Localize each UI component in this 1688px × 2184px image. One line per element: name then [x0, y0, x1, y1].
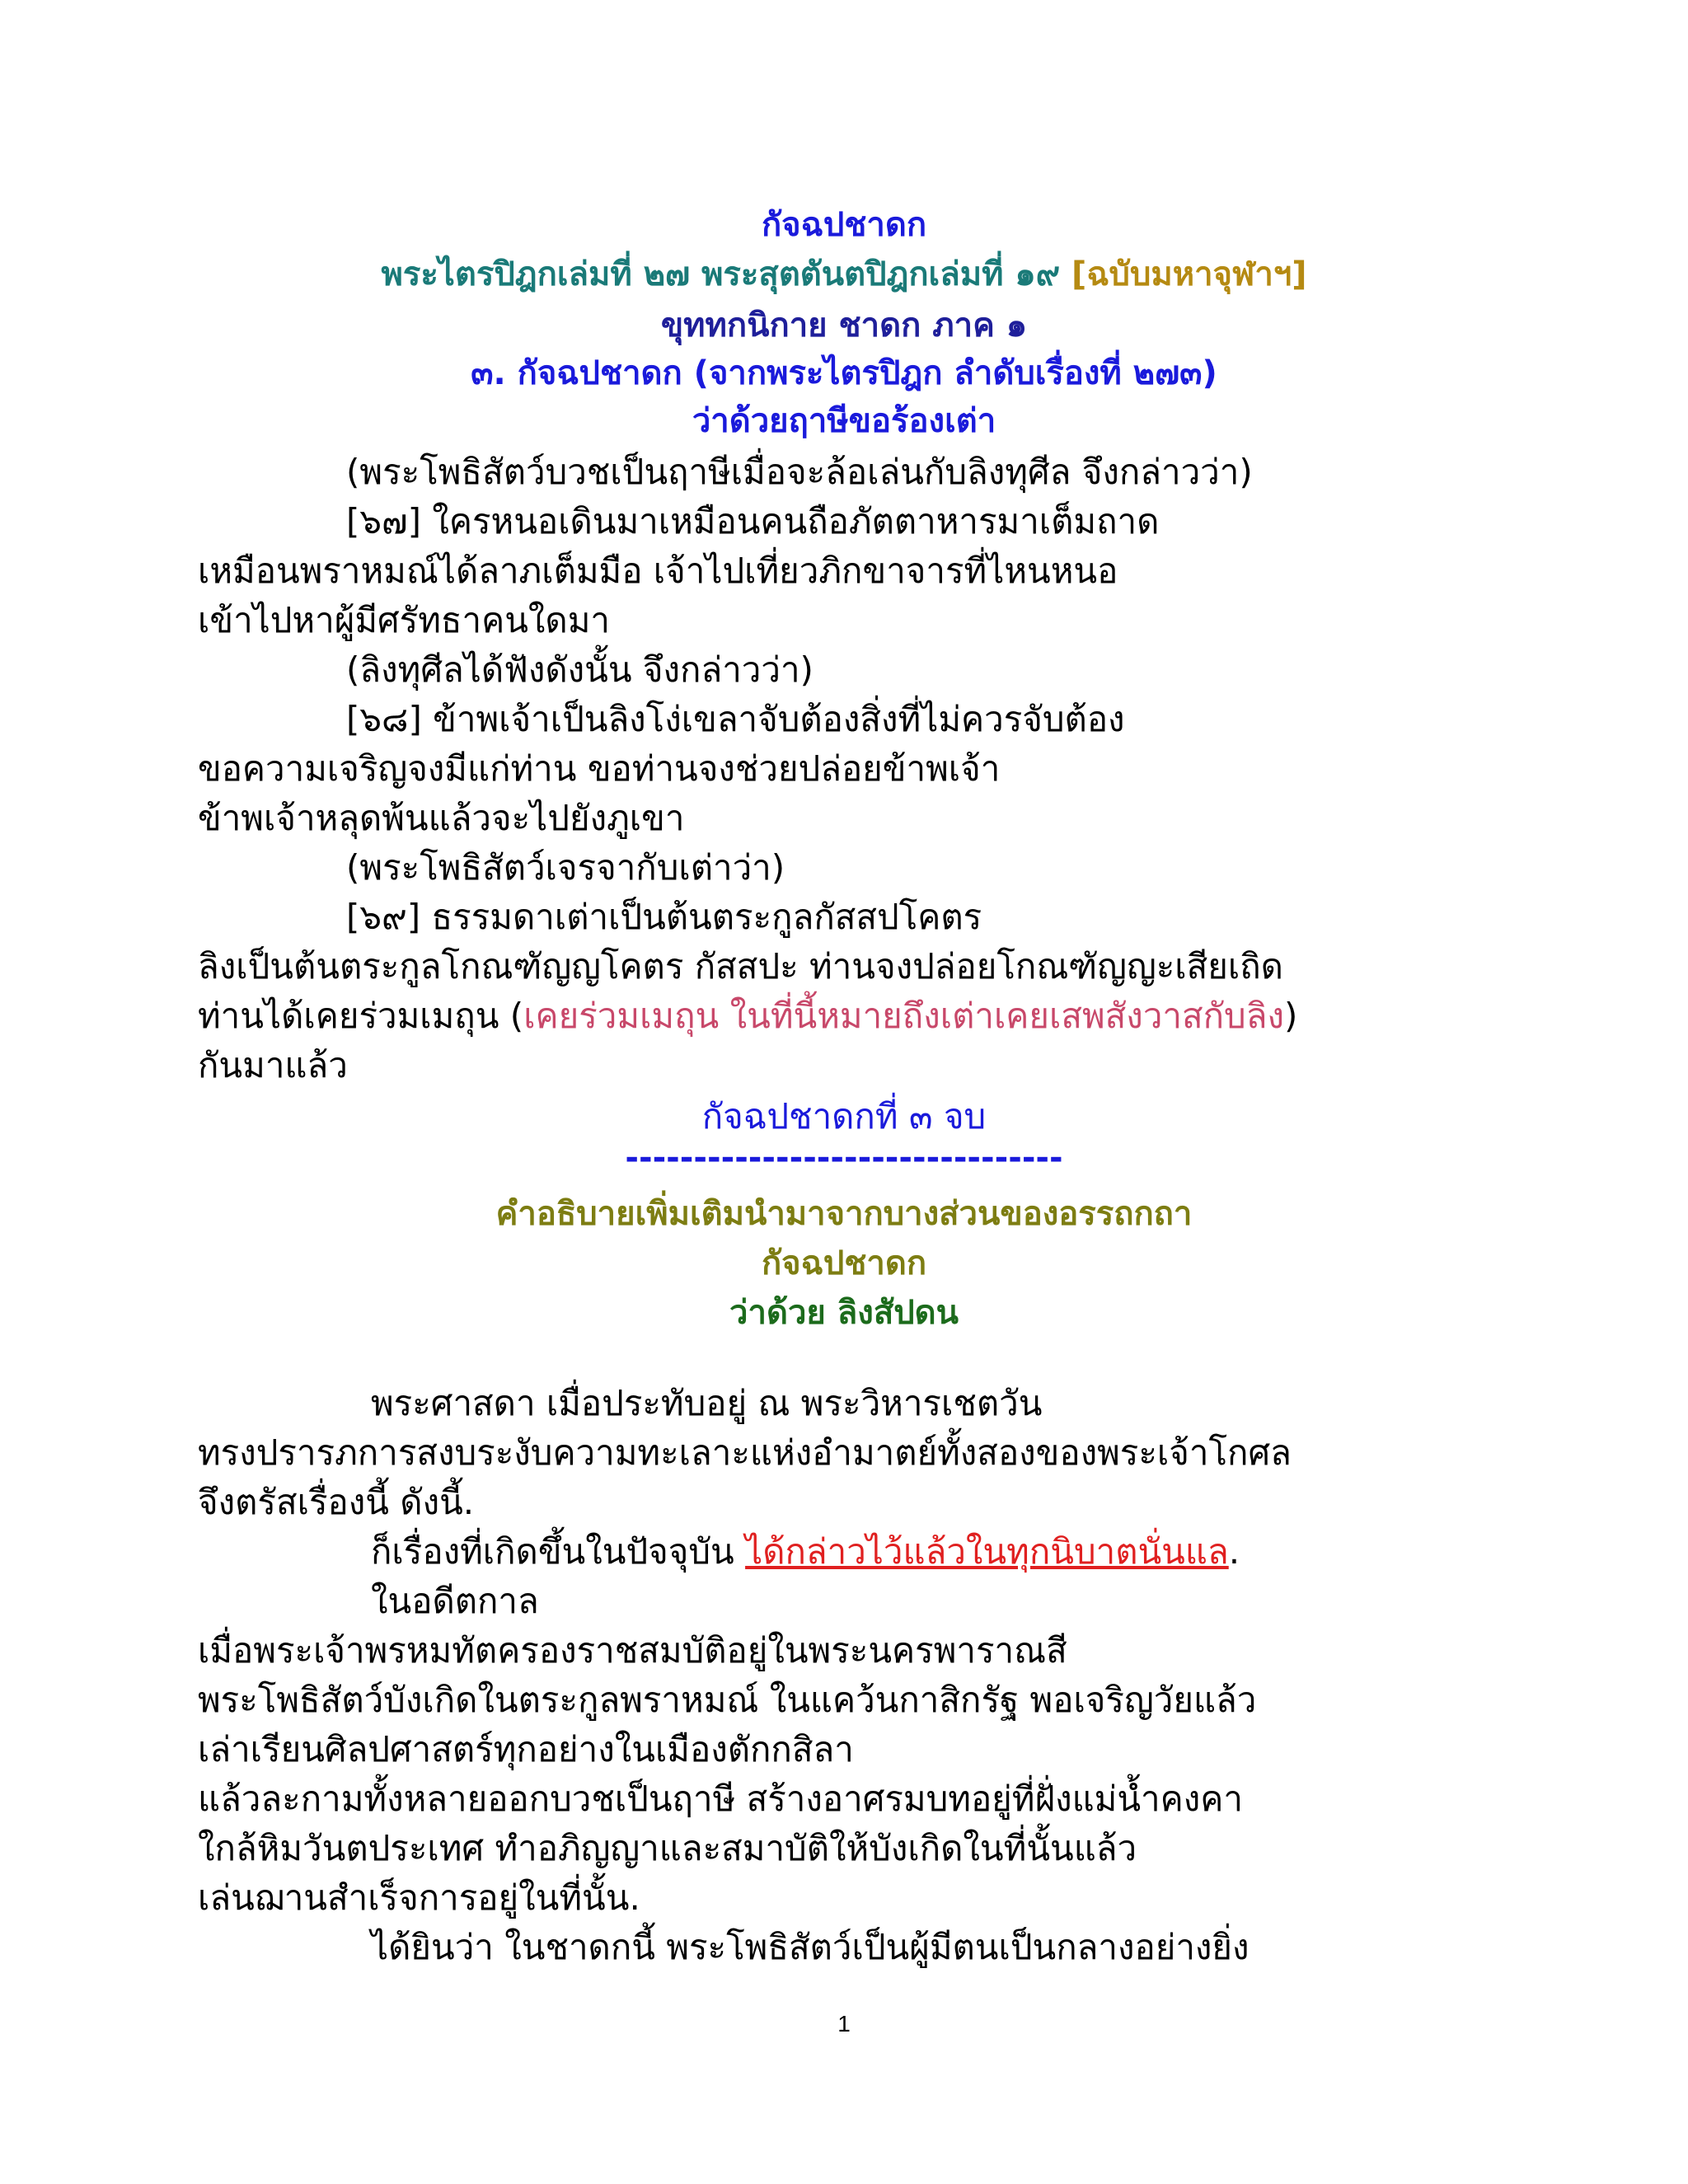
verse-line: [๖๘] ข้าพเจ้าเป็นลิงโง่เขลาจับต้องสิ่งที่ไม่ควรจับต้อง [346, 699, 1125, 739]
volume-text: พระไตรปิฎกเล่มที่ ๒๗ พระสุตตันตปิฎกเล่มที่ ๑๙ [381, 255, 1061, 293]
verse-line: (ลิงทุศีลได้ฟังดังนั้น จึงกล่าวว่า) [346, 649, 814, 690]
verse-line [198, 989, 1297, 1043]
page-title: กัจฉปชาดก [761, 206, 927, 244]
verse-line: ข้าพเจ้าหลุดพ้นแล้วจะไปยังภูเขา [198, 798, 685, 838]
verse-text: ท่านได้เคยร่วมเมถุน ( [198, 996, 524, 1036]
commentary-title: กัจฉปชาดก [761, 1244, 927, 1282]
verse-line: ลิงเป็นต้นตระกูลโกณฑัญญโคตร กัสสปะ ท่านจงปล่อยโกณฑัญญะเสียเถิด [198, 946, 1283, 987]
body-line: แล้วละกามทั้งหลายออกบวชเป็นฤาษี สร้างอาศรมบทอยู่ที่ฝั่งแม่น้ำคงคา [198, 1779, 1243, 1819]
body-line: เล่าเรียนศิลปศาสตร์ทุกอย่างในเมืองตักกสิลา [198, 1729, 854, 1769]
edition-text: [ฉบับมหาจุฬาฯ] [1071, 255, 1307, 293]
body-line: ได้ยินว่า ในชาดกนี้ พระโพธิสัตว์เป็นผู้มีตนเป็นกลางอย่างยิ่ง [371, 1927, 1250, 1967]
verse-text: ) [1283, 996, 1298, 1036]
commentary-subtitle: ว่าด้วย ลิงสัปดน [729, 1294, 959, 1332]
body-line: ทรงปรารภการสงบระงับความทะเลาะแห่งอำมาตย์ทั้งสองของพระเจ้าโกศล [198, 1432, 1292, 1473]
body-line [371, 1525, 1240, 1579]
body-text: . [1228, 1531, 1240, 1572]
verse-line: (พระโพธิสัตว์เจรจากับเต่าว่า) [346, 847, 785, 888]
body-text: ก็เรื่องที่เกิดขึ้นในปัจจุบัน [371, 1531, 746, 1572]
verse-line: กันมาแล้ว [198, 1045, 348, 1085]
story-reference: ๓. กัจฉปชาดก (จากพระไตรปิฎก ลำดับเรื่องที่ ๒๗๓) [471, 354, 1217, 392]
body-line: พระโพธิสัตว์บังเกิดในตระกูลพราหมณ์ ในแคว้นกาสิกรัฐ พอเจริญวัยแล้ว [198, 1680, 1257, 1720]
reference-link[interactable]: ได้กล่าวไว้แล้วในทุกนิบาตนั่นแล [745, 1531, 1229, 1572]
body-line: เล่นฌานสำเร็จการอยู่ในที่นั้น. [198, 1877, 640, 1918]
verse-annotation: เคยร่วมเมถุน ในที่นี้หมายถึงเต่าเคยเสพสังวาสกับลิง [523, 996, 1284, 1036]
body-line: เมื่อพระเจ้าพรหมทัตครองราชสมบัติอยู่ในพระนครพาราณสี [198, 1630, 1067, 1671]
body-line: พระศาสดา เมื่อประทับอยู่ ณ พระวิหารเชตวัน [371, 1383, 1043, 1423]
page-number: 1 [837, 2011, 851, 2036]
verse-line: เข้าไปหาผู้มีศรัทธาคนใดมา [198, 600, 610, 640]
volume-line [0, 247, 1688, 300]
verse-line: เหมือนพราหมณ์ได้ลาภเต็มมือ เจ้าไปเที่ยวภิกขาจารที่ไหนหนอ [198, 551, 1118, 591]
end-note: กัจฉปชาดกที่ ๓ จบ [701, 1096, 987, 1137]
body-line: จึงตรัสเรื่องนี้ ดังนี้. [198, 1482, 475, 1522]
verse-line: [๖๗] ใครหนอเดินมาเหมือนคนถือภัตตาหารมาเต็มถาด [346, 501, 1160, 541]
body-line: ในอดีตกาล [371, 1581, 539, 1621]
divider: -------------------------------- [625, 1139, 1063, 1177]
verse-line: [๖๙] ธรรมดาเต่าเป็นต้นตระกูลกัสสปโคตร [346, 897, 982, 937]
verse-line: (พระโพธิสัตว์บวชเป็นฤาษีเมื่อจะล้อเล่นกับลิงทุศีล จึงกล่าวว่า) [346, 452, 1253, 492]
body-line: ใกล้หิมวันตประเทศ ทำอภิญญาและสมาบัติให้บังเกิดในที่นั้นแล้ว [198, 1828, 1137, 1868]
section-line: ขุททกนิกาย ชาดก ภาค ๑ [660, 307, 1028, 344]
verse-line: ขอความเจริญจงมีแก่ท่าน ขอท่านจงช่วยปล่อยข้าพเจ้า [198, 748, 1001, 789]
story-subtitle: ว่าด้วยฤาษีขอร้องเต่า [692, 402, 996, 440]
commentary-heading: คำอธิบายเพิ่มเติมนำมาจากบางส่วนของอรรถกถา [495, 1195, 1193, 1233]
